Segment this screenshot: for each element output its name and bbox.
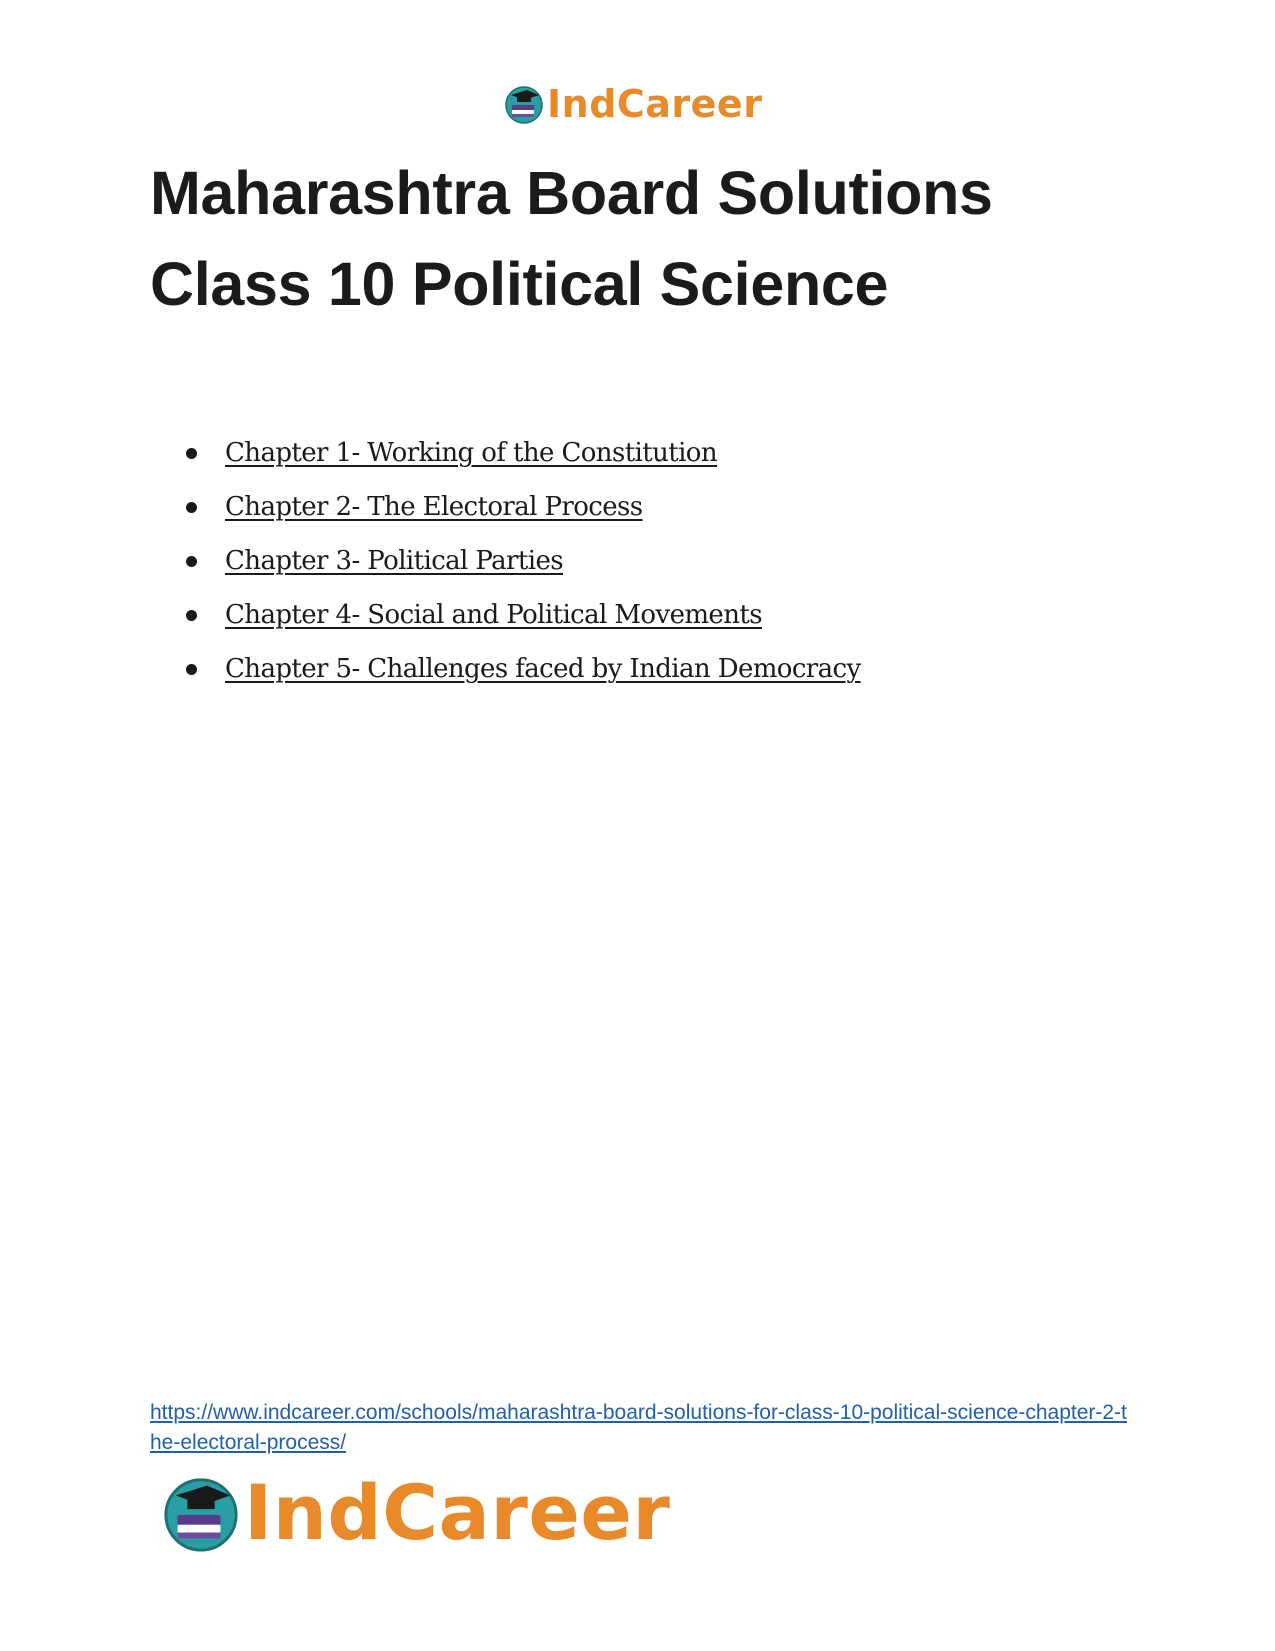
list-item <box>186 480 861 534</box>
list-item <box>186 588 861 642</box>
chapter-5-link[interactable]: Chapter 5- Challenges faced by Indian Democracy <box>225 654 861 684</box>
list-item <box>186 426 861 480</box>
chapter-1-link[interactable]: Chapter 1- Working of the Constitution <box>225 438 718 468</box>
bullet-icon <box>186 556 197 567</box>
chapter-2-link[interactable]: Chapter 2- The Electoral Process <box>225 492 643 522</box>
list-item <box>186 642 861 696</box>
graduation-book-icon <box>160 1472 242 1554</box>
bullet-icon <box>186 610 197 621</box>
header-logo <box>503 80 762 128</box>
chapter-list <box>186 426 861 696</box>
title-line-2: Class 10 Political Science <box>150 250 889 318</box>
source-url-link[interactable]: https://www.indcareer.com/schools/maharashtra-board-solutions-for-class-10-political-science-chapter-2-the-electoral-process/ <box>150 1401 1127 1454</box>
logo-wordmark: IndCareer <box>244 1468 671 1557</box>
title-line-1: Maharashtra Board Solutions <box>150 159 993 227</box>
bullet-icon <box>186 502 197 513</box>
chapter-4-link[interactable]: Chapter 4- Social and Political Movements <box>225 600 762 630</box>
logo-wordmark: IndCareer <box>547 82 763 126</box>
page-title <box>150 148 1150 330</box>
chapter-3-link[interactable]: Chapter 3- Political Parties <box>225 546 563 576</box>
list-item <box>186 534 861 588</box>
bullet-icon <box>186 664 197 675</box>
graduation-book-icon <box>503 83 545 125</box>
footer-logo <box>160 1468 670 1558</box>
bullet-icon <box>186 448 197 459</box>
